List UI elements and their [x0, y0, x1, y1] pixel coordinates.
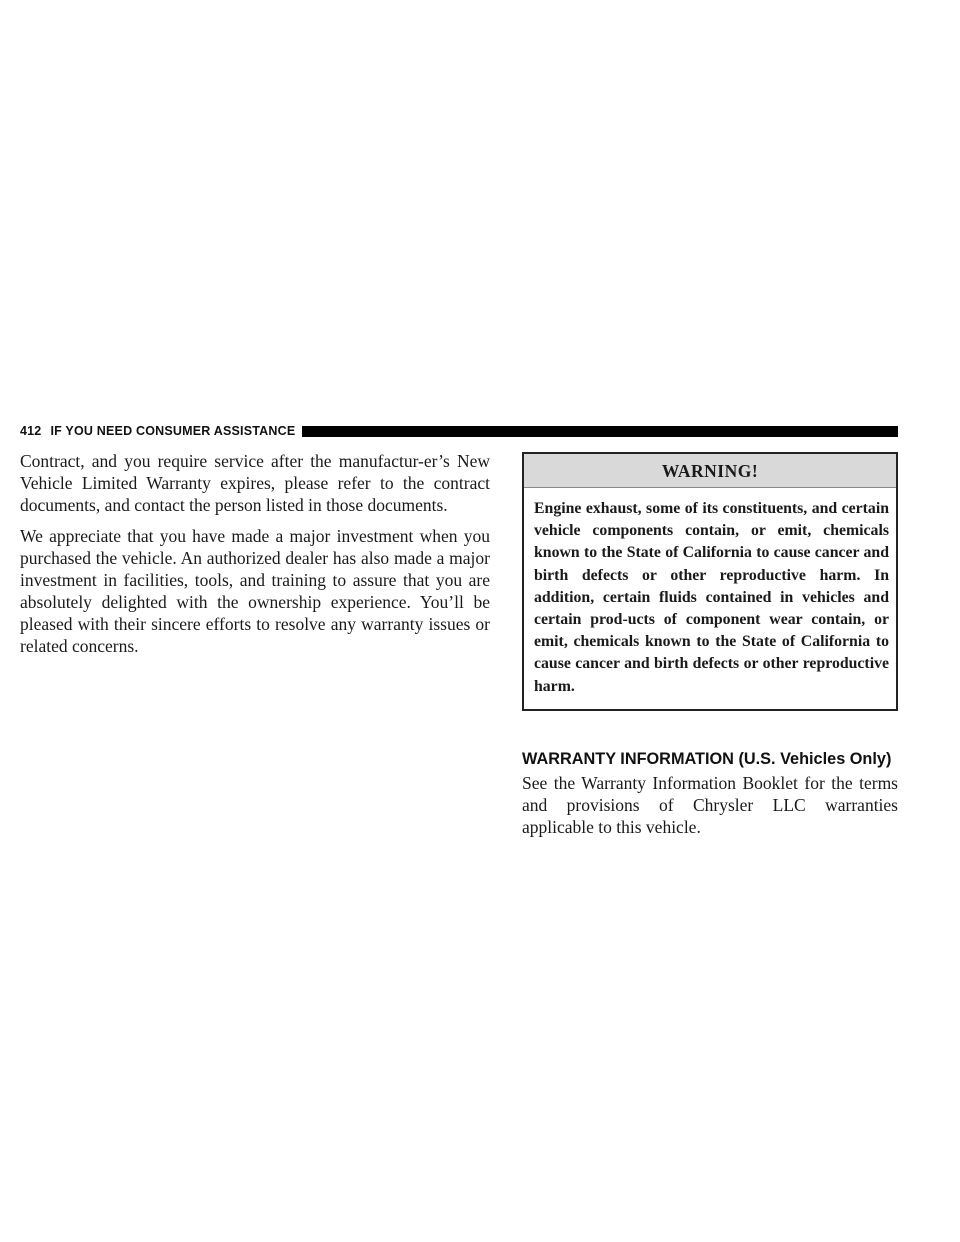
- paragraph-contract: Contract, and you require service after the manufactur-er’s New Vehicle Limited Warranty expires, please refer to the contract documents, and contact the person listed in those documents.: [20, 451, 490, 515]
- header-rule: [302, 426, 898, 437]
- warranty-text: See the Warranty Information Booklet for the terms and provisions of Chrysler LLC warranties applicable to this vehicle.: [522, 772, 898, 837]
- warning-box: [522, 452, 898, 711]
- page-header: [20, 422, 898, 440]
- warning-title: WARNING!: [524, 454, 896, 488]
- warning-text: Engine exhaust, some of its constituents, and certain vehicle components contain, or emit, chemicals known to the State of California to cause cancer and birth defects or other reproductive harm. In addition, certain fluids contained in vehicles and certain prod-ucts of component wear contain, or emit, chemicals known to the State of California to cause cancer and birth defects or other reproductive harm.: [534, 500, 889, 695]
- right-column: [522, 452, 898, 838]
- warranty-heading: WARRANTY INFORMATION (U.S. Vehicles Only): [522, 749, 892, 768]
- left-column: [20, 450, 490, 666]
- page-number: 412: [20, 424, 42, 438]
- paragraph-investment: We appreciate that you have made a major investment when you purchased the vehicle. An authorized dealer has also made a major investment in facilities, tools, and training to assure that you are absolutely delighted with the ownership experience. You’ll be pleased with their sincere efforts to resolve any warranty issues or related concerns.: [20, 526, 490, 656]
- section-title: IF YOU NEED CONSUMER ASSISTANCE: [50, 424, 296, 438]
